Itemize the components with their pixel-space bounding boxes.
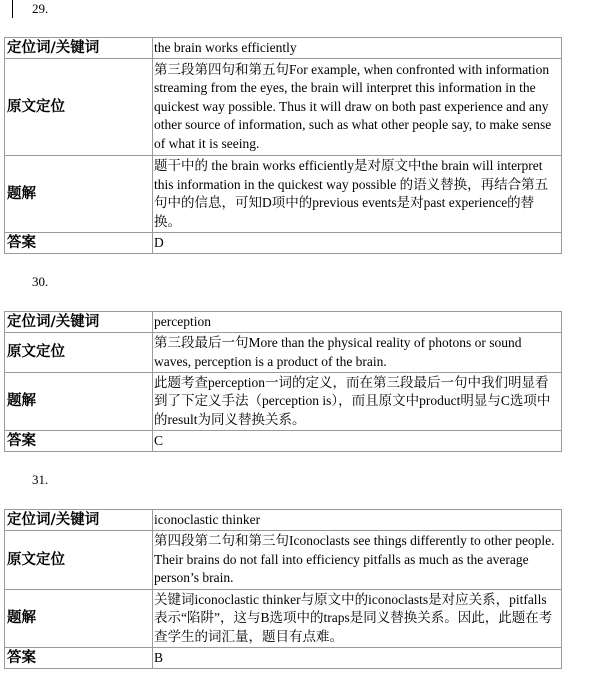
margin-line (12, 0, 13, 18)
explain-label: 题解 (5, 590, 153, 648)
answer-row (5, 431, 562, 452)
question-number: 31. (32, 472, 49, 487)
explain-value: 关键词iconoclastic thinker与原文中的iconoclasts是对应关系，pitfalls表示“陷阱”，这与B选项中的traps是同义替换关系。因此，此题在考查学生的词汇量，题目有点难。 (153, 590, 562, 648)
answer-label: 答案 (5, 431, 153, 452)
explain-label: 题解 (5, 373, 153, 431)
answer-value: B (153, 648, 562, 669)
locate-label: 原文定位 (5, 531, 153, 590)
keyword-row (5, 38, 562, 59)
question-table-30 (4, 311, 562, 452)
keyword-value: iconoclastic thinker (153, 510, 562, 531)
keyword-row (5, 312, 562, 333)
answer-row (5, 233, 562, 254)
locate-label: 原文定位 (5, 333, 153, 373)
keyword-label: 定位词/关键词 (5, 312, 153, 333)
question-table-31 (4, 509, 562, 669)
answer-row (5, 648, 562, 669)
question-number: 30. (32, 274, 49, 289)
keyword-label: 定位词/关键词 (5, 510, 153, 531)
explain-row (5, 156, 562, 233)
explain-value: 题干中的 the brain works efficiently是对原文中the brain will interpret this information in the quickest way possible 的语义替换，再结合第五句中的信息，可知D项中的previous events是对past experience的替换。 (153, 156, 562, 233)
keyword-label: 定位词/关键词 (5, 38, 153, 59)
locate-row (5, 333, 562, 373)
locate-row (5, 531, 562, 590)
locate-value: 第三段第四句和第五句For example, when confronted with information streaming from the eyes, the brain will interpret this information in the quickest way possible. Thus it will draw on both past experience and any other source of information, such as what other people say, to make sense of what it is seeing. (153, 59, 562, 156)
question-number: 29. (32, 1, 49, 16)
question-table-29 (4, 37, 562, 254)
explain-label: 题解 (5, 156, 153, 233)
answer-value: C (153, 431, 562, 452)
locate-label: 原文定位 (5, 59, 153, 156)
explain-row (5, 373, 562, 431)
answer-label: 答案 (5, 233, 153, 254)
keyword-row (5, 510, 562, 531)
answer-label: 答案 (5, 648, 153, 669)
keyword-value: perception (153, 312, 562, 333)
explain-value: 此题考查perception一词的定义，而在第三段最后一句中我们明显看到了下定义手法（perception is），而且原文中product明显与C选项中的result为同义替换关系。 (153, 373, 562, 431)
answer-value: D (153, 233, 562, 254)
locate-row (5, 59, 562, 156)
locate-value: 第三段最后一句More than the physical reality of photons or sound waves, perception is a product of the brain. (153, 333, 562, 373)
keyword-value: the brain works efficiently (153, 38, 562, 59)
explain-row (5, 590, 562, 648)
locate-value: 第四段第二句和第三句Iconoclasts see things differently to other people. Their brains do not fall into efficiency pitfalls as much as the average person’s brain. (153, 531, 562, 590)
